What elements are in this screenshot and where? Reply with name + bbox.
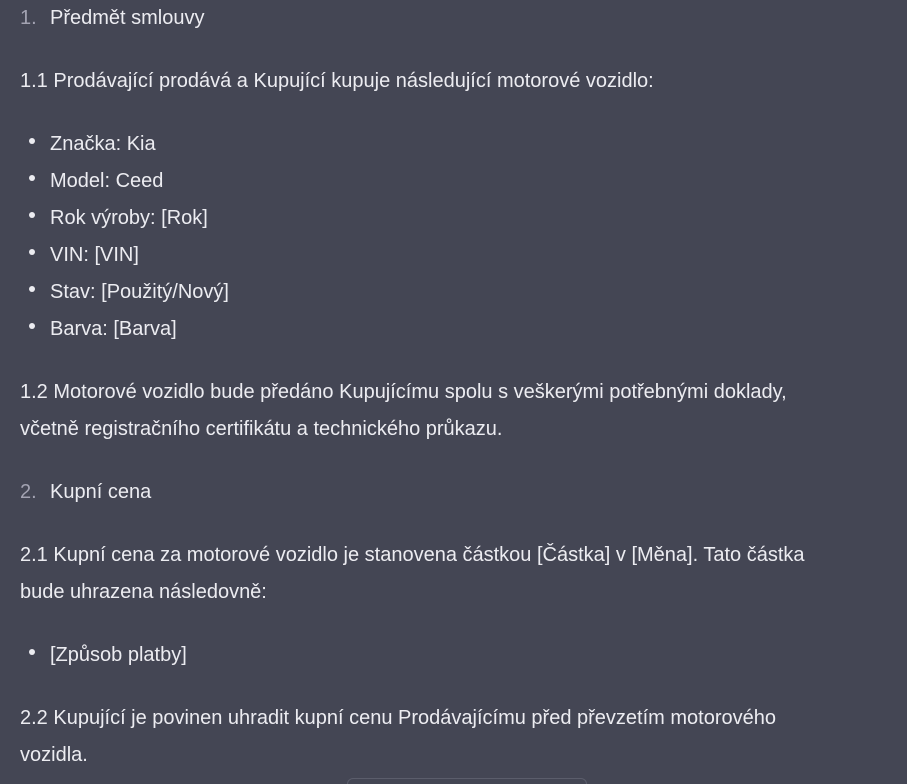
bullet-icon (29, 249, 35, 255)
paragraph-2-2-line-1: 2.2 Kupující je povinen uhradit kupní cenu Prodávajícímu před převzetím motorového (20, 707, 776, 729)
paragraph-2-1-line-2: bude uhrazena následovně: (20, 581, 267, 603)
paragraph-2-2-line-2: vozidla. (20, 744, 88, 766)
list-item (20, 126, 880, 163)
list-item-text: Barva: [Barva] (50, 318, 177, 340)
list-item-text: Značka: Kia (50, 133, 156, 155)
section-number-2: 2. (20, 481, 37, 503)
list-item-text: VIN: [VIN] (50, 244, 139, 266)
list-item (20, 163, 880, 200)
bullet-icon (29, 649, 35, 655)
section-heading-1 (20, 0, 880, 37)
paragraph-1-2-line-1: 1.2 Motorové vozidlo bude předáno Kupujícímu spolu s veškerými potřebnými doklady, (20, 381, 787, 403)
list-item-text: [Způsob platby] (50, 644, 187, 666)
list-item (20, 274, 880, 311)
paragraph-1-2 (20, 374, 880, 448)
section-title-1: Předmět smlouvy (50, 7, 205, 29)
section-heading-2 (20, 474, 880, 511)
list-item-text: Rok výroby: [Rok] (50, 207, 208, 229)
list-item (20, 637, 880, 674)
paragraph-1-1: 1.1 Prodávající prodává a Kupující kupuje následující motorové vozidlo: (20, 70, 654, 92)
bullet-icon (29, 212, 35, 218)
scroll-to-bottom-button[interactable] (347, 778, 587, 784)
section-number-1: 1. (20, 7, 37, 29)
paragraph-2-1 (20, 537, 880, 611)
bullet-icon (29, 323, 35, 329)
section-title-2: Kupní cena (50, 481, 152, 503)
list-item (20, 237, 880, 274)
paragraph-1-2-line-2: včetně registračního certifikátu a technického průkazu. (20, 418, 503, 440)
bullet-icon (29, 286, 35, 292)
bullet-icon (29, 138, 35, 144)
list-item-text: Stav: [Použitý/Nový] (50, 281, 229, 303)
payment-method-list (20, 637, 880, 674)
list-item (20, 200, 880, 237)
list-item (20, 311, 880, 348)
list-item-text: Model: Ceed (50, 170, 164, 192)
message-content (20, 0, 880, 774)
paragraph-2-2 (20, 700, 880, 774)
vehicle-details-list (20, 126, 880, 348)
bullet-icon (29, 175, 35, 181)
paragraph-2-1-line-1: 2.1 Kupní cena za motorové vozidlo je stanovena částkou [Částka] v [Měna]. Tato částka (20, 544, 805, 566)
